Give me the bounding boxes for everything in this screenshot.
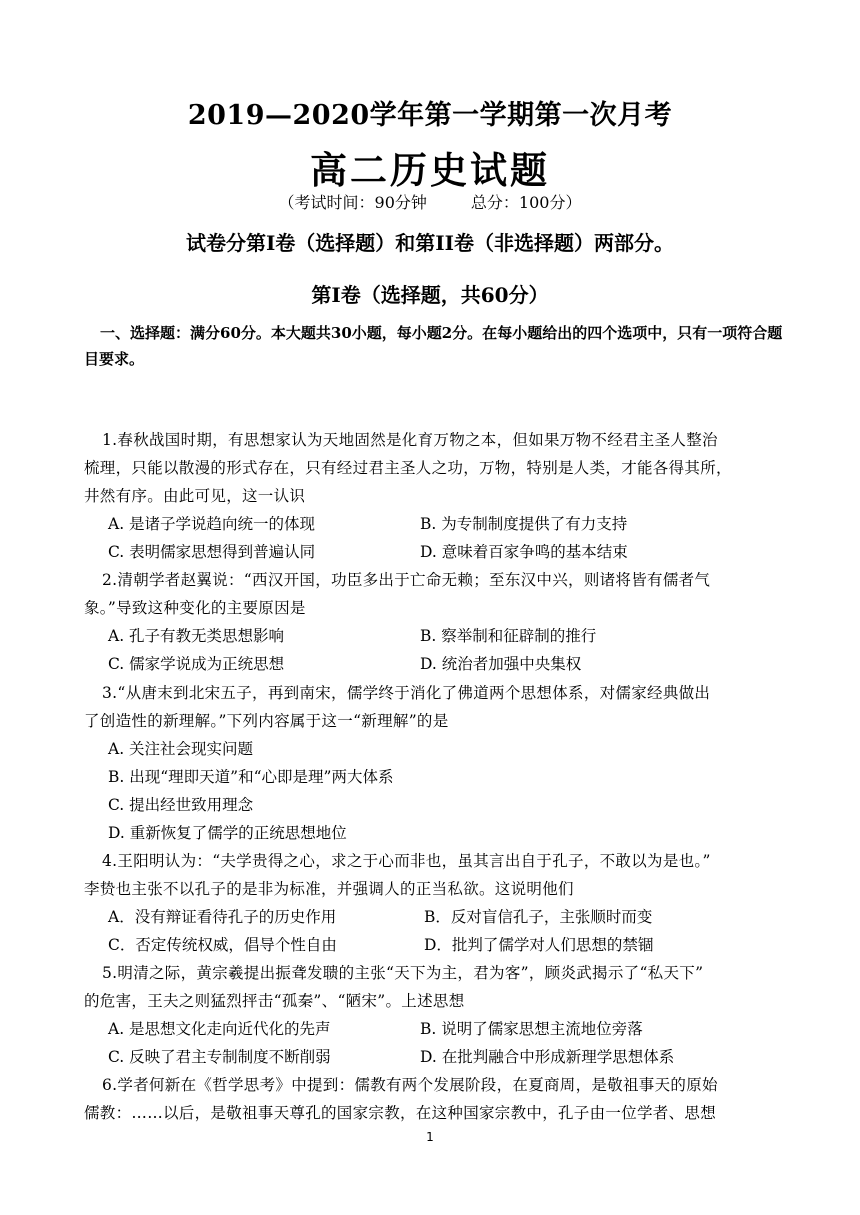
- question-6-line-1: 6.学者何新在《哲学思考》中提到：儒教有两个发展阶段，在夏商周，是敬祖事天的原始: [102, 1076, 718, 1094]
- question-5-option-c: C. 反映了君主专制制度不断削弱: [108, 1048, 331, 1066]
- structure-note: 试卷分第Ⅰ卷（选择题）和第II卷（非选择题）两部分。: [185, 231, 675, 255]
- total-score: 总分：100分）: [470, 193, 582, 212]
- question-4-line-1: 4.王阳明认为：“夫学贵得之心，求之于心而非也，虽其言出自于孔子，不敢以为是也。”: [102, 852, 711, 870]
- question-2-line-2: 象。”导致这种变化的主要原因是: [84, 599, 306, 617]
- question-5-line-1: 5.明清之际，黄宗羲提出振聋发聩的主张“天下为主，君为客”，顾炎武揭示了“私天下”: [102, 964, 704, 982]
- question-3-option-a: A. 关注社会现实问题: [108, 740, 254, 758]
- question-4-option-a: A．没有辩证看待孔子的历史作用: [108, 908, 337, 926]
- exam-title: 2019—2020学年第一学期第一次月考: [187, 100, 673, 131]
- question-2-option-d: D. 统治者加强中央集权: [420, 655, 582, 673]
- question-3-option-b: B. 出现“理即天道”和“心即是理”两大体系: [108, 768, 394, 786]
- question-1-line-1: 1.春秋战国时期，有思想家认为天地固然是化育万物之本，但如果万物不经君主圣人整治: [102, 431, 718, 449]
- question-2-option-c: C. 儒家学说成为正统思想: [108, 655, 285, 673]
- question-1-option-a: A. 是诸子学说趋向统一的体现: [108, 515, 316, 533]
- question-6-line-2: 儒教：……以后，是敬祖事天尊孔的国家宗教，在这种国家宗教中，孔子由一位学者、思想: [84, 1104, 717, 1122]
- exam-time: （考试时间：90分钟: [278, 193, 427, 212]
- page-number: 1: [426, 1130, 434, 1144]
- question-4-option-c: C．否定传统权威，倡导个性自由: [108, 936, 337, 954]
- question-5-line-2: 的危害，王夫之则猛烈抨击“孤秦”、“陋宋”。上述思想: [84, 992, 465, 1010]
- subject-title: 高二历史试题: [310, 148, 550, 192]
- question-3-line-2: 了创造性的新理解。”下列内容属于这一“新理解”的是: [84, 712, 449, 730]
- question-5-option-d: D. 在批判融合中形成新理学思想体系: [420, 1048, 675, 1066]
- volume-title: 第Ⅰ卷（选择题，共60分）: [311, 283, 549, 307]
- question-5-option-b: B. 说明了儒家思想主流地位旁落: [420, 1020, 643, 1038]
- question-1-line-2: 梳理，只能以散漫的形式存在，只有经过君主圣人之功，万物，特别是人类，才能各得其所，: [84, 459, 732, 477]
- question-1-option-d: D. 意味着百家争鸣的基本结束: [420, 543, 628, 561]
- section-instructions: 一、选择题：满分60分。本大题共30小题，每小题2分。在每小题给出的四个选项中，只有一项符合题目要求。: [84, 324, 783, 368]
- question-4-option-b: B．反对盲信孔子，主张顺时而变: [424, 908, 653, 926]
- question-1-option-c: C. 表明儒家思想得到普遍认同: [108, 543, 316, 561]
- question-3-option-c: C. 提出经世致用理念: [108, 796, 254, 814]
- question-1-option-b: B. 为专制制度提供了有力支持: [420, 515, 628, 533]
- question-2-option-b: B. 察举制和征辟制的推行: [420, 627, 597, 645]
- question-1-line-3: 井然有序。由此可见，这一认识: [84, 487, 306, 505]
- question-4-line-2: 李贽也主张不以孔子的是非为标准，并强调人的正当私欲。这说明他们: [84, 880, 574, 898]
- question-2-option-a: A. 孔子有教无类思想影响: [108, 627, 285, 645]
- question-2-line-1: 2.清朝学者赵翼说：“西汉开国，功臣多出于亡命无赖；至东汉中兴，则诸将皆有儒者气: [102, 571, 711, 589]
- question-5-option-a: A. 是思想文化走向近代化的先声: [108, 1020, 331, 1038]
- question-3-line-1: 3.“从唐末到北宋五子，再到南宋，儒学终于消化了佛道两个思想体系，对儒家经典做出: [102, 684, 711, 702]
- question-4-option-d: D．批判了儒学对人们思想的禁锢: [424, 936, 654, 954]
- exam-time-line: [0, 190, 860, 213]
- question-3-option-d: D. 重新恢复了儒学的正统思想地位: [108, 824, 347, 842]
